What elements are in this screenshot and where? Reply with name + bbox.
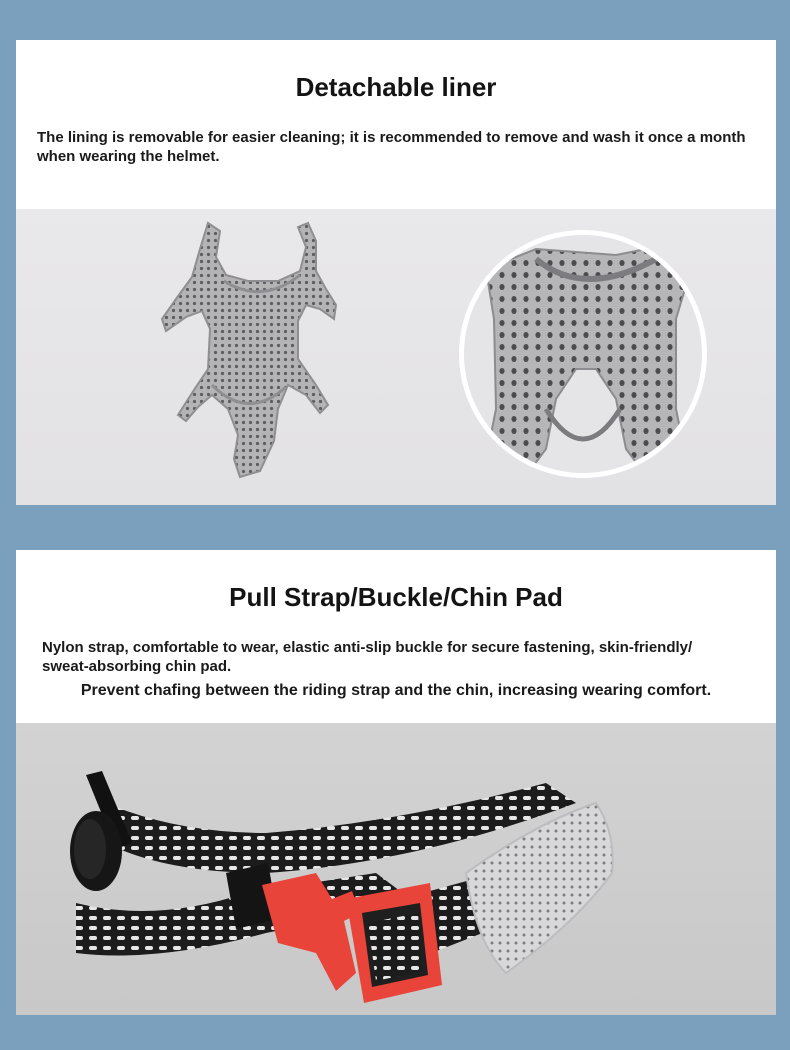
strap-illustration [16, 723, 776, 1015]
liner-mesh-shape [162, 223, 336, 477]
strap-description: Nylon strap, comfortable to wear, elastic anti-slip buckle for secure fastening, skin-friendly/ sweat-absorbing chin pad. [42, 639, 693, 675]
liner-photo [16, 209, 776, 505]
strap-note: Prevent chafing between the riding strap and the chin, increasing wearing comfort. [80, 682, 712, 699]
liner-description: The lining is removable for easier cleaning; it is recommended to remove and wash it once a month when wearing the helmet. [37, 129, 746, 165]
strap-panel [16, 550, 776, 1015]
liner-panel [16, 40, 776, 505]
strap-title: Pull Strap/Buckle/Chin Pad [229, 582, 563, 612]
strap-photo [16, 723, 776, 1015]
liner-title: Detachable liner [295, 72, 497, 102]
liner-illustration [16, 209, 776, 505]
